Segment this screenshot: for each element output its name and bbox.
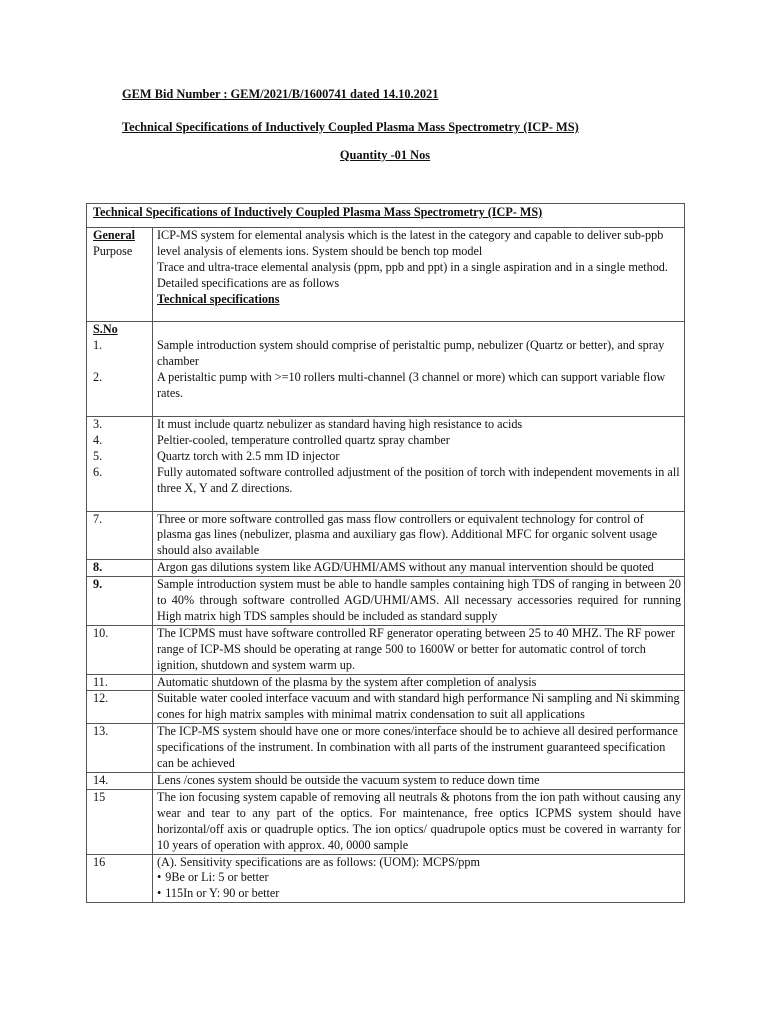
sn-cell [87,416,153,511]
purpose-label: Purpose [93,243,133,258]
row-7-text: Three or more software controlled gas mass flow controllers or equivalent technology for control of plasma gas lines (nebulizer, plasma and auxiliary gas flow). Additional MFC for organic solvent usage should also available [153,511,685,560]
list-item: • 9Be or Li: 5 or better [157,870,681,886]
quantity-heading [0,148,770,163]
table-row [87,691,685,724]
row-15-text: The ion focusing system capable of removing all neutrals & photons from the ion path without causing any wear and tear to any part of the optics. For maintenance, free optics ICPMS system should have horizontal/off axis or quadruple optics. The ion optics/ quadrupole optics must be covered in warranty for 10 years of operation with approx. 40, 0000 sample [153,789,685,854]
row-10-text: The ICPMS must have software controlled RF generator operating between 25 to 40 MHZ. The RF power range of ICP-MS should be operating at range 500 to 1600W or better for automatic control of torch ignition, shutdown and system warm up. [153,625,685,674]
list-item: • 115In or Y: 90 or better [157,886,681,902]
table-row [87,322,685,417]
sn-4: 4. [93,432,103,447]
bid-number-heading: GEM Bid Number : GEM/2021/B/1600741 dated 14.10.2021 [122,87,439,101]
table-row [87,854,685,903]
sn-5: 5. [93,448,103,463]
table-title-row [87,204,685,228]
tech-spec-label: Technical specifications [157,291,280,306]
sn-6: 6. [93,464,103,479]
row-2-text: A peristaltic pump with >=10 rollers multi-channel (3 channel or more) which can support variable flow rates. [157,370,666,401]
table-title: Technical Specifications of Inductively Coupled Plasma Mass Spectrometry (ICP- MS) [87,204,685,228]
sn-10: 10. [87,625,153,674]
table-row [87,625,685,674]
sn-7: 7. [87,511,153,560]
spec-table [86,203,685,903]
general-text: ICP-MS system for elemental analysis which is the latest in the category and capable to deliver sub-ppb level analysis of elements ions. System should be bench top model [157,227,664,258]
spec-title-heading: Technical Specifications of Inductively Coupled Plasma Mass Spectrometry (ICP- MS) [122,120,579,134]
table-row [87,577,685,626]
sn-9: 9. [87,577,153,626]
sn-14: 14. [87,773,153,790]
sn-8: 8. [87,560,153,577]
row-9-text: Sample introduction system must be able to handle samples containing high TDS of ranging in between 20 to 40% through software controlled AGD/UHMI/AMS. All necessary accessories required for running High matrix high TDS samples should be included as standard supply [153,577,685,626]
row-8-text: Argon gas dilutions system like AGD/UHMI/AMS without any manual intervention should be quoted [153,560,685,577]
row-14-text: Lens /cones system should be outside the vacuum system to reduce down time [153,773,685,790]
sno-label: S.No [93,322,118,337]
row-12-text: Suitable water cooled interface vacuum and with standard high performance Ni sampling and Ni skimming cones for high matrix samples with minimal matrix condensation to suit all applications [153,691,685,724]
rows-3-6-cell [153,416,685,511]
sn-13: 13. [87,724,153,773]
rows-1-2-cell [153,322,685,417]
row-16-text: (A). Sensitivity specifications are as follows: (UOM): MCPS/ppm [157,854,480,869]
sn-2: 2. [93,370,103,385]
table-row [87,773,685,790]
table-row [87,416,685,511]
sn-16: 16 [87,854,153,903]
row-3-text: It must include quartz nebulizer as standard having high resistance to acids [157,416,523,431]
sn-15: 15 [87,789,153,854]
table-row [87,674,685,691]
row-13-text: The ICP-MS system should have one or more cones/interface should be to achieve all desired performance specifications of the instrument. In combination with all parts of the instrument guaranteed specification can be achieved [153,724,685,773]
purpose-text: Trace and ultra-trace elemental analysis (ppm, ppb and ppt) in a single aspiration and in a single method. Detailed specifications are as follows [157,259,668,290]
row-11-text: Automatic shutdown of the plasma by the system after completion of analysis [153,674,685,691]
table-row [87,560,685,577]
quantity-text: Quantity -01 Nos [339,148,431,162]
table-row [87,511,685,560]
general-row [87,227,685,322]
sn-12: 12. [87,691,153,724]
row-4-text: Peltier-cooled, temperature controlled quartz spray chamber [157,432,450,447]
row-1-text: Sample introduction system should comprise of peristaltic pump, nebulizer (Quartz or better), and spray chamber [157,338,665,369]
sn-3: 3. [93,416,103,431]
row-6-text: Fully automated software controlled adjustment of the position of torch with independent movements in all three X, Y and Z directions. [157,464,680,495]
general-label-cell [87,227,153,322]
row-5-text: Quartz torch with 2.5 mm ID injector [157,448,340,463]
sn-1: 1. [93,338,103,353]
sn-11: 11. [87,674,153,691]
general-label: General [93,227,135,242]
row-16-cell [153,854,685,903]
sensitivity-list [157,870,681,902]
table-row [87,724,685,773]
table-row [87,789,685,854]
general-text-cell [153,227,685,322]
sn-cell [87,322,153,417]
